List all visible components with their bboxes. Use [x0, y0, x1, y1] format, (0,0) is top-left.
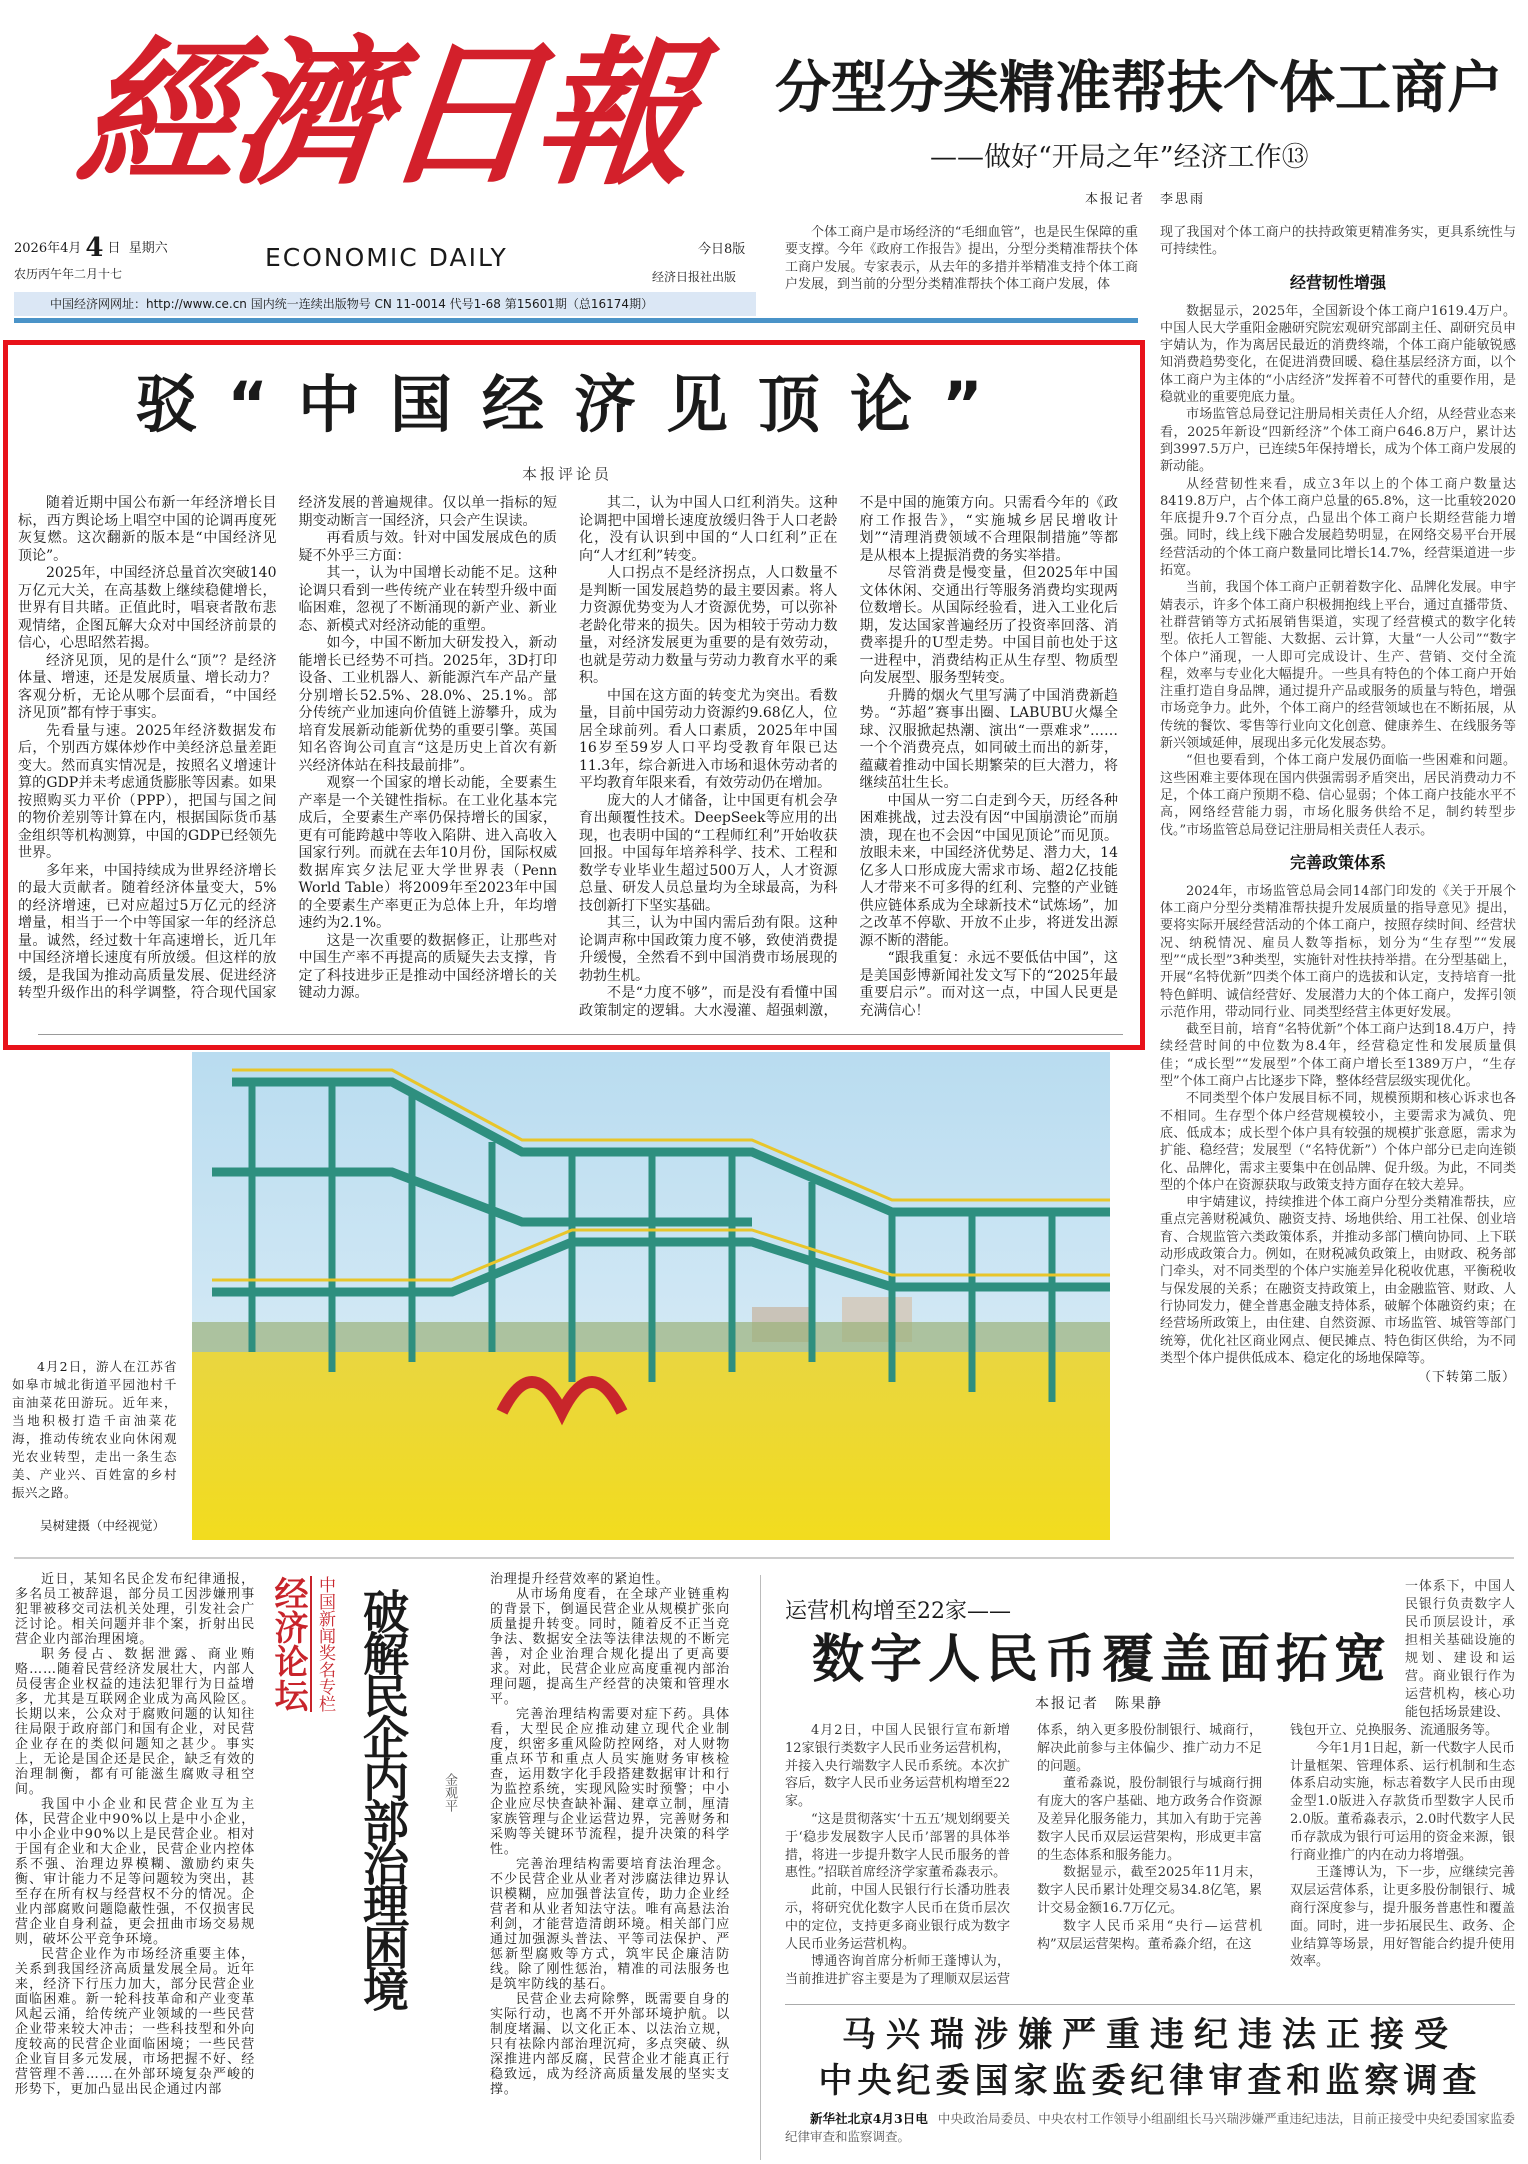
paragraph: 现了我国对个体工商户的扶持政策更精准务实，更具系统性与可持续性。 — [1160, 225, 1516, 258]
paragraph: 多年来，中国持续成为世界经济增长的最大贡献者。随着经济体量变大，5%的经济增速，已对应超过5万亿元的经济增量，相当于一个中等国家一年的经济总量。诚然，经过数十年高速增长，近几年中国经济增长速度有所放缓。但这样的放缓，是我国为推动高质量发展、促进经济转型升级作出的科学调整，符合现代国家经济发展的普遍规律。仅以单一指标的短期变动断言一国经济，只会产生误读。 — [18, 495, 557, 1001]
paragraph: 董希淼说，股份制银行与城商行拥有庞大的客户基础、地方政务合作资源及差异化服务能力，其加入有助于完善数字人民币双层运营架构，形成更丰富的生态体系和服务能力。 — [1037, 1776, 1262, 1863]
paragraph: 不是“力度不够”，而是没有看懂中国政策制定的逻辑。大水漫灌、超强刺激，不是中国的施策方向。只需看今年的《政府工作报告》，“实施城乡居民增收计划”“清理消费领域不合理限制措施”等都是从根本上提振消费的务实举措。 — [579, 495, 1118, 1019]
paragraph: 庞大的人才储备，让中国更有机会孕育出颠覆性技术。DeepSeek等应用的出现，也表明中国的“工程师红利”开始收获回报。中国每年培养科学、技术、工程和数学专业毕业生超过500万人，人才资源总量、研发人员总量均为全球最高，为科技创新打下坚实基础。 — [579, 792, 838, 914]
lead-subheadline: ——做好“开局之年”经济工作⑬ — [930, 142, 1309, 173]
paragraph: “跟我重复：永远不要低估中国”，这是美国彭博新闻社发文写下的“2025年最重要启示”。而对这一点，中国人民更是充满信心！ — [859, 950, 1118, 1019]
paragraph: 随着近期中国公布新一年经济增长目标，西方舆论场上唱空中国的论调再度死灰复燃。这次翻新的版本是“中国经济见顶论”。 — [18, 495, 277, 564]
lead-article-body — [1160, 224, 1516, 1386]
paragraph: 今年1月1日起，新一代数字人民币计量框架、管理体系、运行机制和生态体系启动实施，标志着数字人民币由现金型1.0版进入存款货币型数字人民币2.0版。董希淼表示，2.0时代数字人民币存款成为银行可运用的资金来源，银行商业推广的内在动力将增强。 — [1290, 1740, 1515, 1863]
divider — [14, 318, 1138, 323]
section-body — [1160, 883, 1516, 1367]
weekday: 星期六 — [128, 241, 168, 256]
issue-date — [14, 233, 168, 263]
lead-headline[interactable]: 分型分类精准帮扶个体工商户 — [775, 55, 1503, 121]
commentary-box — [3, 340, 1145, 1050]
paragraph: 申宇婧建议，持续推进个体工商户分型分类精准帮扶，应重点完善财税减负、融资支持、场地供给、用工社保、创业培育、合规监管六类政策体系，并推动多部门横向协同、上下联动形成政策合力。例如，在财税减负政策上，由财政、税务部门牵头，对不同类型的个体户实施差异化税收优惠，平衡税收与保发展的关系；在融资支持政策上，由金融监管、财政、人行协同发力，健全普惠金融支持体系，破解个体融资约束；在经营场所政策上，由住建、自然资源、市场监管、城管等部门统筹，优化社区商业网点、便民摊点、特色街区供给，为不同类型个体户提供低成本、稳定化的场地保障等。 — [1160, 1195, 1516, 1366]
forum-article-part-b — [490, 1572, 730, 2097]
paragraph: 一体系下，中国人民银行负责数字人民币顶层设计，承担相关基础设施的规划、建设和运营。商业银行作为运营机构，核心功能包括场景建设、 — [1405, 1579, 1515, 1720]
forum-article-part-a — [15, 1572, 255, 2097]
paragraph: 此前，中国人民银行行长潘功胜表示，将研究优化数字人民币在货币层次中的定位，支持更多商业银行成为数字人民币业务运营机构。 — [785, 1883, 1010, 1952]
paragraph: 先看量与速。2025年经济数据发布后，个别西方媒体炒作中美经济总量差距变大。然而真实情况是，按照名义增速计算的GDP并未考虑通货膨胀等因素。如果按照购买力平价（PPP），把国与国之间的物价差别等计算在内，根据国际货币基金组织等机构测算，中国的GDP已经领先世界。 — [18, 722, 277, 861]
info-bar: 中国经济网网址：http://www.ce.cn 国内统一连续出版物号 CN 11-0014 代号1-68 第15601期（总16174期） — [14, 292, 756, 316]
lead-byline: 本报记者 李思雨 — [1085, 192, 1206, 207]
paragraph: 个体工商户是市场经济的“毛细血管”，也是民生保障的重要支撑。今年《政府工作报告》提出，分型分类精准帮扶个体工商户发展。专家表示，从去年的多措并举精准支持个体工商户发展，到当前的分型分类精准帮扶个体工商户发展，体 — [785, 225, 1138, 292]
forum-headline[interactable]: 破解民企内部治理困境 — [356, 1588, 410, 2008]
rmb-side-column — [1405, 1578, 1515, 1722]
page-count: 今日8版 — [698, 242, 746, 257]
divider — [785, 2004, 1515, 2005]
date-prefix: 2026年4月 — [14, 241, 82, 256]
rapeseed-field-photo — [192, 1052, 1110, 1540]
forum-author: 金观平 — [442, 1773, 457, 1812]
paragraph: 其一，认为中国增长动能不足。这种论调只看到一些传统产业在转型升级中面临困难，忽视了不断涌现的新产业、新业态、新模式对经济动能的重塑。 — [298, 565, 557, 634]
paragraph: 民营企业作为市场经济重要主体，关系到我国经济高质量发展全局。近年来，经济下行压力加大，部分民营企业面临困难。新一轮科技革命和产业变革风起云涌，给传统产业领域的一些民营企业带来较大冲击；一些科技型和外向度较高的民营企业面临困境；一些民营企业盲目多元发展，市场把握不好、经营管理不善……在外部环境复杂严峻的形势下，更加凸显出民企通过内部 — [15, 1947, 255, 2097]
paragraph: 4月2日，中国人民银行宣布新增12家银行类数字人民币业务运营机构，并接入央行端数字人民币系统。本次扩容后，数字人民币业务运营机构增至22家。 — [785, 1723, 1010, 1810]
paragraph: 经济见顶，见的是什么“顶”？是经济体量、增速，还是发展质量、增长动力？客观分析，无论从哪个层面看，“中国经济见顶”都有悖于事实。 — [18, 652, 277, 721]
rmb-side-body — [1290, 1722, 1515, 1971]
paragraph: “但也要看到，个体工商户发展仍面临一些困难和问题。这些困难主要体现在国内供强需弱矛盾突出，居民消费动力不足，个体工商户预期不稳、信心显弱；个体工商户技能水平不高，网络经营能力弱，市场化服务供给不足，制约转型步伐。”市场监管总局登记注册局相关责任人表示。 — [1160, 753, 1516, 838]
paragraph: 王蓬博认为，下一步，应继续完善双层运营体系，让更多股份制银行、城商行深度参与，提升服务普惠性和覆盖面。同时，进一步拓展民生、政务、企业结算等场景，用好智能合约提升使用效率。 — [1290, 1865, 1515, 1970]
rmb-kicker: 运营机构增至22家—— — [785, 1599, 1011, 1624]
paragraph: 截至目前，培育“名特优新”个体工商户达到18.4万户，持续经营时间的中位数为8.4年，经营稳定性和发展质量俱佳；“成长型”“发展型”个体工商户增长至1389万户，“生存型”个体工商户占比逐步下降，整体经营层级实现优化。 — [1160, 1022, 1516, 1090]
photo-caption — [12, 1358, 177, 1502]
paragraph: 人口拐点不是经济拐点，人口数量不是判断一国发展趋势的最主要因素。将人力资源优势变为人才资源优势，可以弥补老龄化带来的损失。因为相较于劳动力数量，对经济发展更为重要的是有效劳动，也就是劳动力数量与劳动力教育水平的乘积。 — [579, 565, 838, 686]
paragraph: 数据显示，2025年，全国新设个体工商户1619.4万户。中国人民大学重阳金融研究院宏观研究部副主任、副研究员申宇婧认为，作为离居民最近的消费终端，个体工商户能敏锐感知消费趋势变化，在促进消费回暖、稳住基层经济方面，以个体工商户为主体的“小店经济”发挥着不可替代的重要作用，是稳就业的重要兜底力量。 — [1160, 303, 1516, 406]
paragraph: 民营企业去疴除弊，既需要自身的实际行动，也离不开外部环境护航。以制度堵漏、以文化正本、以法治立规，只有祛除内部治理沉疴，多点突破、纵深推进内部反腐，民营企业才能真正行稳致远，成为经济高质量发展的坚实支撑。 — [490, 1992, 730, 2097]
paragraph: 不同类型个体户发展目标不同，规模预期和核心诉求也各不相同。生存型个体户经营规模较小，主要需求为减负、兜底、低成本；成长型个体户具有较强的规模扩张意愿，需求为扩能、稳经营；发展型（“名特优新”）个体户部分已走向连锁化、品牌化，需求主要集中在创品牌、促升级。为此，不同类型的个体户在资源获取与政策支持方面存在较大差异。 — [1160, 1091, 1516, 1193]
rmb-headline[interactable]: 数字人民币覆盖面拓宽 — [812, 1629, 1393, 1690]
paragraph: 近日，某知名民企发布纪律通报，多名员工被辞退，部分员工因涉嫌刑事犯罪被移交司法机关处理，引发社会广泛讨论。相关问题并非个案，折射出民营企业内部治理困境。 — [15, 1572, 255, 1647]
paragraph: “这是贯彻落实‘十五五’规划纲要关于‘稳步发展数字人民币’部署的具体举措，将进一步提升数字人民币服务的普惠性。”招联首席经济学家董希淼表示。 — [785, 1811, 1010, 1881]
commentary-byline: 本报评论员 — [522, 465, 613, 483]
news-text: 中央政治局委员、中央农村工作领导小组副组长马兴瑞涉嫌严重违纪违法，目前正接受中央纪委国家监委纪律审查和监察调查。 — [785, 2111, 1515, 2144]
paragraph: 观察一个国家的增长动能，全要素生产率是一个关键性指标。在工业化基本完成后，全要素生产率仍保持增长的国家，更有可能跨越中等收入陷阱、进入高收入国家行列。而就在去年10月份，国际权威数据库宾夕法尼亚大学世界表（Penn World Table）将2009年至2023年中国的全要素生产率更正为总体上升，年均增速约为2.1%。 — [298, 775, 557, 931]
divider — [14, 1557, 1514, 1559]
divider — [38, 1034, 1123, 1035]
paragraph: 数据显示，截至2025年11月末，数字人民币累计处理交易34.8亿笔，累计交易金额16.7万亿元。 — [1037, 1865, 1262, 1916]
commentary-title[interactable]: 驳“中国经济见顶论” — [135, 368, 1013, 441]
paragraph: 尽管消费是慢变量，但2025年中国文体休闲、交通出行等服务消费均实现两位数增长。从国际经验看，进入工业化后期，发达国家普遍经历了投资率回落、消费率提升的U型走势。中国目前也处于这一进程中，消费结构正从生存型、物质型向发展型、服务型转变。 — [859, 565, 1118, 686]
rmb-body — [785, 1722, 1262, 1989]
news-body — [785, 2110, 1515, 2146]
newspaper-logo: 經濟日報 — [70, 22, 698, 207]
paragraph: 完善治理结构需要对症下药。具体看，大型民企应推动建立现代企业制度，织密多重风险防控网络，对人财物重点环节和重点人员实施财务审核检查，运用数字化手段搭建数据审计和行为监控系统，实现风险实时预警；中小企业应尽快查缺补漏、建章立制，厘清家族管理与企业运营边界，完善财务和采购等关键环节流程，提升决策的科学性。 — [490, 1707, 730, 1857]
continued-note[interactable]: （下转第二版） — [1417, 1370, 1516, 1386]
paragraph: 中国从一穷二白走到今天，历经各种困难挑战，过去没有因“中国崩溃论”而崩溃，现在也不会因“中国见顶论”而见顶。放眼未来，中国经济优势足、潜力大，14亿多人口形成庞大需求市场、超2亿技能人才带来不可多得的红利、完整的产业链供应链体系成为全球新技术“试炼场”，加之改革不停歇、开放不止步，将迸发出源源不断的潜能。 — [859, 792, 1118, 949]
paragraph: 如今，中国不断加大研发投入，新动能增长已经势不可挡。2025年，3D打印设备、工业机器人、新能源汽车产品产量分别增长52.5%、28.0%、25.1%。部分传统产业加速向价值链上游攀升，成为培育发展新动能新优势的重要引擎。英国知名咨询公司直言“这是历史上首次有新兴经济体站在科技最前排”。 — [298, 635, 557, 774]
paragraph: 这是一次重要的数据修正，让那些对中国生产率不再提高的质疑失去支撑，肯定了科技进步正是推动中国经济增长的关键动力源。 — [298, 932, 557, 1001]
rmb-byline: 本报记者 陈果静 — [1035, 1696, 1163, 1712]
paragraph: 再看质与效。针对中国发展成色的质疑不外乎三方面： — [298, 530, 557, 564]
paragraph: 市场监管总局登记注册局相关责任人介绍，从经营业态来看，2025年新设“四新经济”个体工商户646.8万户，累计达到3997.5万户，已连续5年保持增长，成为个体工商户发展的新动能。 — [1160, 407, 1516, 475]
paragraph: 4月2日，游人在江苏省如皋市城北街道平园池村千亩油菜花田游玩。近年来，当地积极打造千亩油菜花海，推动传统农业向休闲观光农业转型，走出一条生态美、产业兴、百姓富的乡村振兴之路。 — [12, 1359, 177, 1500]
date-day: 4 — [85, 233, 104, 263]
date-suffix: 日 — [107, 241, 121, 256]
headline-line: 中央纪委国家监委纪律审查和监察调查 — [818, 2061, 1482, 2101]
paragraph: 职务侵占、数据泄露、商业贿赂……随着民营经济发展壮大，内部人员侵害企业权益的违法犯罪行为日益增多，尤其是互联网企业成为高风险区。长期以来，公众对于腐败问题的认知往往局限于政府部门和国有企业，对民营企业存在的类似问题知之甚少。事实上，无论是国企还是民企，缺乏有效的治理制衡，都有可能滋生腐败寻租空间。 — [15, 1647, 255, 1797]
paragraph: 博通咨询首席分析师王蓬博认为，当前推进扩容主要是为了理顺双层运营体系，纳入更多股份制银行、城商行，解决此前参与主体偏少、推广动力不足的问题。 — [785, 1723, 1262, 1988]
paragraph: 升腾的烟火气里写满了中国消费新趋势。“苏超”赛事出圈、LABUBU火爆全球、汉服掀起热潮、演出“一票难求”……一个个消费亮点，如同破土而出的新芽，蕴藏着推动中国长期繁荣的巨大潜力，将继续茁壮生长。 — [859, 687, 1118, 791]
paragraph: 完善治理结构需要培育法治理念。不少民营企业从业者对涉腐法律边界认识模糊，应加强普法宣传，助力企业经营者和从业者知法守法。唯有高悬法治利剑，才能营造清朗环境。相关部门应通过加强源头普法、平等司法保护、严惩新型腐败等方式，筑牢民企廉洁防线。除了刚性惩治，精准的司法服务也是筑牢防线的基石。 — [490, 1857, 730, 1992]
news-headline[interactable] — [785, 2012, 1515, 2104]
paragraph: 2024年，市场监管总局会同14部门印发的《关于开展个体工商户分型分类精准帮扶提升发展质量的指导意见》提出，要将实际开展经营活动的个体工商户，按照存续时间、经营状况、纳税情况、雇员人数等指标，划分为“生存型”“发展型”“成长型”3种类型，实施针对性扶持举措。在分型基础上，开展“名特优新”四类个体工商户的选拔和认定，支持培育一批特色鲜明、诚信经营好、发展潜力大的个体工商户，发挥引领示范作用，带动同行业、同类型经营主体更好发展。 — [1160, 883, 1516, 1020]
paragraph: 其二，认为中国人口红利消失。这种论调把中国增长速度放缓归咎于人口老龄化，没有认识到中国的“人口红利”正在向“人才红利”转变。 — [579, 495, 838, 564]
paragraph: 中国在这方面的转变尤为突出。看数量，目前中国劳动力资源约9.68亿人，位居全球前列。看人口素质，2025年中国16岁至59岁人口平均受教育年限已达11.3年，综合新进入市场和退休劳动者的平均教育年限来看，有效劳动仍在增加。 — [579, 687, 838, 791]
photo-credit: 吴树建摄（中经视觉） — [40, 1518, 166, 1533]
english-name: ECONOMIC DAILY — [265, 243, 508, 272]
publisher: 经济日报社出版 — [652, 270, 737, 284]
paragraph: 我国中小企业和民营企业互为主体，民营企业中90%以上是中小企业，中小企业中90%以上是民营企业。相对于国有企业和大企业，民营企业内控体系不强、治理边界模糊、激励约束失衡、审计能力不足等问题较为突出，甚至存在所有权与经营权不分的情况。企业内部腐败问题隐蔽性强，不仅损害民营企业自身利益，更会扭曲市场交易规则，破坏公平竞争环境。 — [15, 1797, 255, 1947]
paragraph: 2025年，中国经济总量首次突破140万亿元大关，在高基数上继续稳健增长，世界有目共睹。正值此时，唱衰者散布悲观情绪，企图瓦解大众对中国经济前景的信心，心思昭然若揭。 — [18, 565, 277, 651]
lunar-date: 农历丙午年二月十七 — [14, 267, 123, 281]
paragraph: 治理提升经营效率的紧迫性。 — [490, 1572, 670, 1587]
paragraph: 其三，认为中国内需后劲有限。这种论调声称中国政策力度不够，致使消费提升缓慢，全然看不到中国消费市场展现的勃勃生机。 — [579, 915, 838, 984]
commentary-body — [18, 495, 1118, 1020]
section-body — [1160, 303, 1516, 839]
lead-intro — [785, 224, 1138, 293]
headline-line: 马兴瑞涉嫌严重违纪违法正接受 — [842, 2015, 1458, 2055]
divider — [760, 1575, 761, 2160]
column-tag: 经济论坛 — [268, 1576, 308, 1712]
paragraph: 从经营韧性来看，成立3年以上的个体工商户数量达8419.8万户，占个体工商户总量的65.8%，这一比重较2020年底提升9.7个百分点，凸显出个体工商户长期经营能力增强。同时，线上线下融合发展趋势明显，在网络交易平台开展经营活动的个体工商户数量同比增长14.7%，经营渠道进一步拓宽。 — [1160, 476, 1516, 579]
rmb-side-paragraphs — [1290, 1740, 1515, 1971]
paragraph: 当前，我国个体工商户正朝着数字化、品牌化发展。申宇婧表示，许多个体工商户积极拥抱线上平台，通过直播带货、社群营销等方式拓展销售渠道，实现了经营模式的数字化转型。依托人工智能、大数据、云计算，大量“一人公司”“数字个体户”涌现，一人即可完成设计、生产、营销、交付全流程，效率与专业化大幅提升。一些具有特色的个体工商户开始注重打造自身品牌，通过提升产品或服务的质量与特色，增强市场竞争力。此外，个体工商户的经营领域也在不断拓展，从传统的餐饮、零售等行业向文化创意、健康养生、在线服务等新兴领域延伸，展现出多元化发展态势。 — [1160, 580, 1516, 752]
section-heading: 经营韧性增强 — [1289, 272, 1386, 292]
paragraph: 钱包开立、兑换服务、流通服务等。 — [1290, 1723, 1499, 1738]
paragraph: 从市场角度看，在全球产业链重构的背景下，倒逼民营企业从规模扩张向质量提升转变。同时，随着反不正当竞争法、数据安全法等法律法规的不断完善，对企业治理合规化提出了更高要求。对此，民营企业应高度重视内部治理问题，提高生产经营的决策和管理水平。 — [490, 1587, 730, 1707]
section-heading: 完善政策体系 — [1289, 852, 1386, 872]
award-tag: 中国新闻奖名专栏 — [310, 1576, 335, 1712]
forum-body — [490, 1587, 730, 2097]
paragraph: 数字人民币采用“央行—运营机构”双层运营架构。董希淼介绍，在这 — [1037, 1918, 1262, 1952]
dateline: 新华社北京4月3日电 — [810, 2111, 928, 2126]
